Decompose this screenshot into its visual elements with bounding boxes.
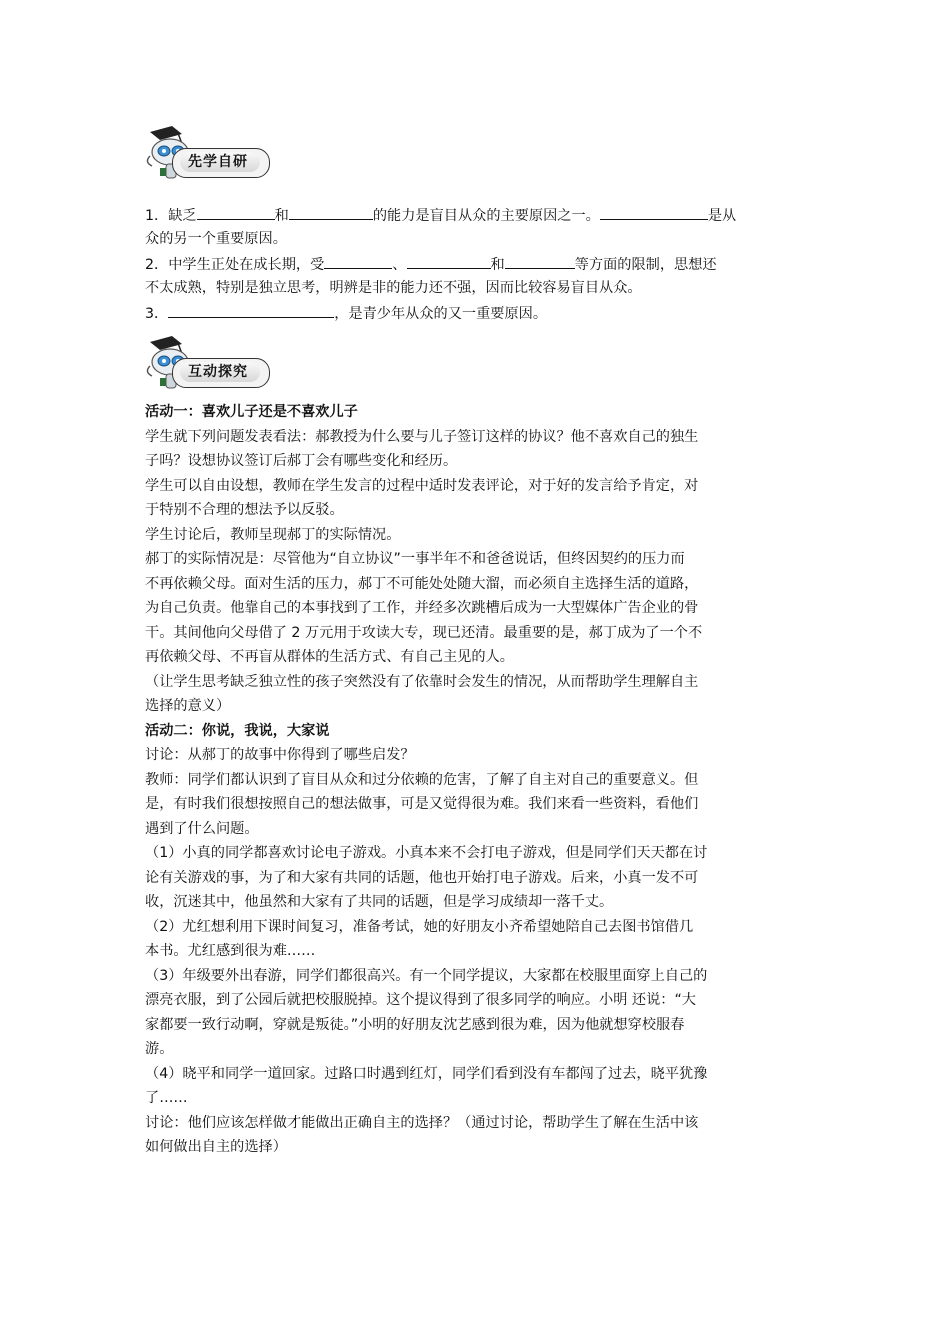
activity-2-heading: 活动二：你说，我说，大家说 (145, 722, 330, 739)
paragraph-line: 选择的意义） (145, 698, 231, 714)
paragraph-line: 本书。尤红感到很为难…… (145, 943, 316, 959)
question-list (145, 202, 811, 325)
fill-blank[interactable] (407, 251, 491, 269)
paragraph-line: 遇到了什么问题。 (145, 820, 259, 837)
paragraph-line: 家都要一致行动啊，穿就是叛徒。”小明的好朋友沈艺感到很为难，因为他就想穿校服春 (145, 1016, 685, 1033)
question-3: 3． ，是青少年从众的又一重要原因。 (145, 300, 811, 325)
paragraph-line: （3）年级要外出春游，同学们都很高兴。有一个同学提议，大家都在校服里面穿上自己的 (145, 967, 708, 984)
activity-1-heading: 活动一：喜欢儿子还是不喜欢儿子 (145, 404, 358, 420)
paragraph-line: （2）尤红想利用下课时间复习，准备考试，她的好朋友小齐希望她陪自己去图书馆借几 (145, 918, 694, 935)
paragraph-line: 是，有时我们很想按照自己的想法做事，可是又觉得很为难。我们来看一些资料，看他们 (145, 796, 699, 812)
paragraph-line: 游。 (145, 1041, 174, 1057)
activity-2-body (145, 743, 811, 1160)
paragraph-line: 教师：同学们都认识到了盲目从众和过分依赖的危害，了解了自主对自己的重要意义。但 (145, 771, 699, 788)
paragraph-line: 学生讨论后，教师呈现郝丁的实际情况。 (145, 526, 401, 543)
paragraph-line: 不再依赖父母。面对生活的压力，郝丁不可能处处随大溜，而必须自主选择生活的道路， (145, 575, 699, 592)
paragraph-line: 于特别不合理的想法予以反驳。 (145, 502, 344, 518)
paragraph-line: 漂亮衣服，到了公园后就把校服脱掉。这个提议得到了很多同学的响应。小明 还说：“大 (145, 992, 696, 1008)
fill-blank[interactable] (505, 251, 575, 269)
question-1: 1．缺乏 和 的能力是盲目从众的主要原因之一。 是从 (145, 202, 811, 227)
paragraph-line: （1）小真的同学都喜欢讨论电子游戏。小真本来不会打电子游戏，但是同学们天天都在讨 (145, 845, 708, 861)
paragraph-line: 讨论：从郝丁的故事中你得到了哪些启发？ (145, 747, 415, 763)
fill-blank[interactable] (600, 202, 708, 220)
section-badge-self-study (142, 122, 272, 182)
paragraph-line: （4）晓平和同学一道回家。过路口时遇到红灯，同学们看到没有车都闯了过去，晓平犹豫 (145, 1065, 708, 1082)
fill-blank[interactable] (324, 251, 392, 269)
paragraph-line: 郝丁的实际情况是：尽管他为“自立协议”一事半年不和爸爸说话，但终因契约的压力而 (145, 551, 685, 567)
paragraph-line: 干。其间他向父母借了 2 万元用于攻读大专，现已还清。最重要的是，郝丁成为了一个不 (145, 624, 703, 641)
question-2-cont: 不太成熟，特别是独立思考，明辨是非的能力还不强，因而比较容易盲目从众。 (145, 279, 642, 296)
paragraph-line: 学生可以自由设想，教师在学生发言的过程中适时发表评论，对于好的发言给予肯定，对 (145, 477, 699, 494)
paragraph-line: 讨论：他们应该怎样做才能做出正确自主的选择？（通过讨论，帮助学生了解在生活中该 (145, 1114, 699, 1131)
section-title: 互动探究 (188, 364, 248, 380)
activity-1-body (145, 425, 811, 719)
paragraph-line: 了…… (145, 1090, 188, 1106)
paragraph-line: 论有关游戏的事，为了和大家有共同的话题，他也开始打电子游戏。后来，小真一发不可 (145, 869, 699, 886)
question-2: 2．中学生正处在成长期，受 、 和 等方面的限制，思想还 (145, 251, 811, 276)
paragraph-line: 再依赖父母、不再盲从群体的生活方式、有自己主见的人。 (145, 649, 514, 665)
paragraph-line: 学生就下列问题发表看法：郝教授为什么要与儿子签订这样的协议？他不喜欢自己的独生 (145, 428, 699, 445)
paragraph-line: 收，沉迷其中，他虽然和大家有了共同的话题，但是学习成绩却一落千丈。 (145, 894, 614, 910)
question-1-cont: 众的另一个重要原因。 (145, 230, 287, 247)
paragraph-line: 如何做出自主的选择） (145, 1139, 287, 1155)
paragraph-line: 为自己负责。他靠自己的本事找到了工作，并经多次跳槽后成为一大型媒体广告企业的骨 (145, 600, 699, 616)
activities (145, 400, 811, 1160)
paragraph-line: 子吗？设想协议签订后郝丁会有哪些变化和经历。 (145, 453, 458, 469)
section-title: 先学自研 (188, 154, 248, 170)
section-badge-interactive (142, 332, 272, 392)
fill-blank[interactable] (197, 202, 275, 220)
paragraph-line: （让学生思考缺乏独立性的孩子突然没有了依靠时会发生的情况，从而帮助学生理解自主 (145, 673, 699, 690)
fill-blank[interactable] (289, 202, 373, 220)
fill-blank[interactable] (168, 300, 334, 318)
